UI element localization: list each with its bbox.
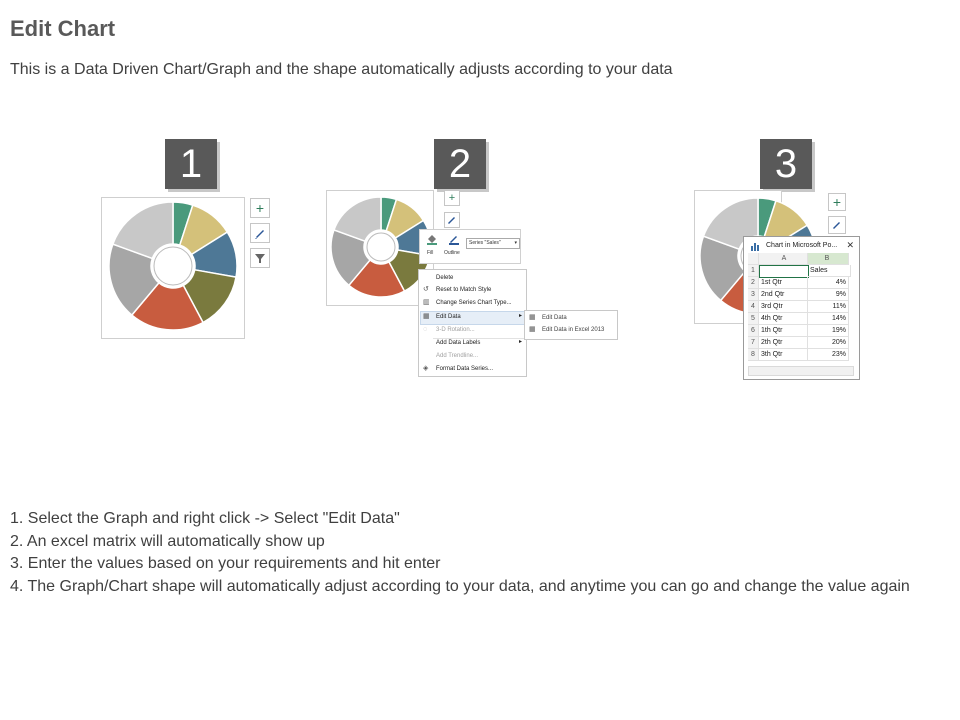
row-number[interactable]: 5 xyxy=(748,313,759,325)
excel-icon: ▦ xyxy=(529,326,536,333)
chart-elements-button-2[interactable] xyxy=(444,190,460,206)
menu-item-reset-style[interactable]: Reset to Match Style xyxy=(436,287,492,293)
chart-elements-button[interactable] xyxy=(250,198,270,218)
menu-item-add-data-labels[interactable]: Add Data Labels xyxy=(436,340,481,346)
reset-icon: ↺ xyxy=(423,286,429,293)
chart-elements-button-3[interactable] xyxy=(828,193,846,211)
brush-icon xyxy=(829,217,845,233)
donut-inner-ring xyxy=(367,233,395,261)
instruction-1: 1. Select the Graph and right click -> Select "Edit Data" xyxy=(10,510,400,527)
series-select-value: Series "Sales" xyxy=(469,240,501,246)
table-row xyxy=(748,289,852,301)
row-number[interactable]: 8 xyxy=(748,349,759,361)
outline-icon[interactable] xyxy=(447,233,461,245)
menu-item-delete[interactable]: Delete xyxy=(436,275,454,281)
table-row xyxy=(748,313,852,325)
menu-item-format-data-series[interactable]: Format Data Series... xyxy=(436,366,494,372)
cell-a[interactable]: 4th Qtr xyxy=(759,313,808,325)
cell-b[interactable]: 14% xyxy=(808,313,849,325)
step-1-badge: 1 xyxy=(165,139,217,189)
edit-data-submenu xyxy=(524,310,618,340)
rotation-icon: ◌ xyxy=(423,326,428,333)
chart-styles-button-2[interactable] xyxy=(444,212,460,228)
edit-data-icon: ▦ xyxy=(423,313,430,320)
excel-header-row xyxy=(748,253,852,265)
table-row xyxy=(748,337,852,349)
instruction-4: 4. The Graph/Chart shape will automatically adjust according to your data, and anytime you can go and change the value again xyxy=(10,577,910,595)
submenu-item-edit-in-excel[interactable]: Edit Data in Excel 2013 xyxy=(542,327,605,333)
edit-data-icon: ▦ xyxy=(529,314,536,321)
context-menu xyxy=(418,269,527,377)
plus-icon: + xyxy=(255,200,265,216)
cell-b[interactable]: 19% xyxy=(808,325,849,337)
excel-window-title: Chart in Microsoft Po... xyxy=(766,242,838,249)
chart-filters-button[interactable] xyxy=(250,248,270,268)
instruction-3: 3. Enter the values based on your requirements and hit enter xyxy=(10,555,441,572)
delete-icon xyxy=(423,274,431,282)
menu-item-add-trendline: Add Trendline... xyxy=(436,353,479,359)
table-row xyxy=(748,277,852,289)
menu-item-change-chart-type[interactable]: Change Series Chart Type... xyxy=(436,300,512,306)
cell-a[interactable]: 2th Qtr xyxy=(759,337,808,349)
horizontal-scrollbar[interactable] xyxy=(748,366,854,376)
brush-icon xyxy=(445,213,459,227)
series-select[interactable] xyxy=(466,238,520,249)
submenu-item-edit-data[interactable]: Edit Data xyxy=(542,315,567,321)
cell-a[interactable]: 1th Qtr xyxy=(759,325,808,337)
cell-a[interactable]: 2nd Qtr xyxy=(759,289,808,301)
page-subtitle: This is a Data Driven Chart/Graph and the shape automatically adjusts according to your data xyxy=(10,61,673,78)
table-row xyxy=(748,301,852,313)
row-number[interactable]: 6 xyxy=(748,325,759,337)
cell-a[interactable]: 3th Qtr xyxy=(759,349,808,361)
row-number[interactable]: 2 xyxy=(748,277,759,289)
cell-b[interactable]: Sales xyxy=(808,265,851,277)
menu-item-edit-data[interactable]: Edit Data xyxy=(436,314,461,320)
outline-label: Outline xyxy=(444,250,460,256)
fill-icon[interactable] xyxy=(425,233,439,245)
instruction-2: 2. An excel matrix will automatically show up xyxy=(10,532,325,550)
submenu-arrow-icon: ▸ xyxy=(518,313,522,319)
cell-b[interactable]: 11% xyxy=(808,301,849,313)
plus-icon: + xyxy=(448,192,456,204)
row-number[interactable]: 1 xyxy=(748,265,759,277)
fill-label: Fill xyxy=(427,250,434,256)
donut-inner-ring xyxy=(154,247,192,285)
row-number[interactable]: 3 xyxy=(748,289,759,301)
excel-data-window xyxy=(743,236,860,380)
col-header-b[interactable]: B xyxy=(808,253,849,265)
filter-icon xyxy=(251,249,269,267)
table-row xyxy=(748,265,852,277)
cell-b[interactable]: 9% xyxy=(808,289,849,301)
corner-cell[interactable] xyxy=(748,253,759,265)
cell-b[interactable]: 4% xyxy=(808,277,849,289)
cell-a[interactable]: 1st Qtr xyxy=(759,277,808,289)
submenu-arrow-icon: ▸ xyxy=(518,339,522,345)
plus-icon: + xyxy=(832,194,842,210)
step-1-donut-chart[interactable] xyxy=(103,200,243,336)
instructions xyxy=(10,508,945,598)
row-number[interactable]: 7 xyxy=(748,337,759,349)
chart-type-icon: ▥ xyxy=(423,299,430,306)
chevron-down-icon: ▾ xyxy=(514,240,517,246)
table-row xyxy=(748,325,852,337)
format-mini-toolbar xyxy=(419,229,521,264)
cell-b[interactable]: 23% xyxy=(808,349,849,361)
close-icon[interactable]: ✕ xyxy=(846,240,854,250)
chart-styles-button[interactable] xyxy=(250,223,270,243)
row-number[interactable]: 4 xyxy=(748,301,759,313)
step-2-badge: 2 xyxy=(434,139,486,189)
brush-icon xyxy=(251,224,269,242)
cell-a[interactable]: 3rd Qtr xyxy=(759,301,808,313)
chart-icon xyxy=(750,242,762,251)
format-series-icon: ◈ xyxy=(423,365,429,372)
menu-item-3d-rotation: 3-D Rotation... xyxy=(436,327,475,333)
col-header-a[interactable]: A xyxy=(759,253,808,265)
page-title: Edit Chart xyxy=(10,16,116,41)
cell-b[interactable]: 20% xyxy=(808,337,849,349)
step-3-badge: 3 xyxy=(760,139,812,189)
chart-styles-button-3[interactable] xyxy=(828,216,846,234)
table-row xyxy=(748,349,852,361)
